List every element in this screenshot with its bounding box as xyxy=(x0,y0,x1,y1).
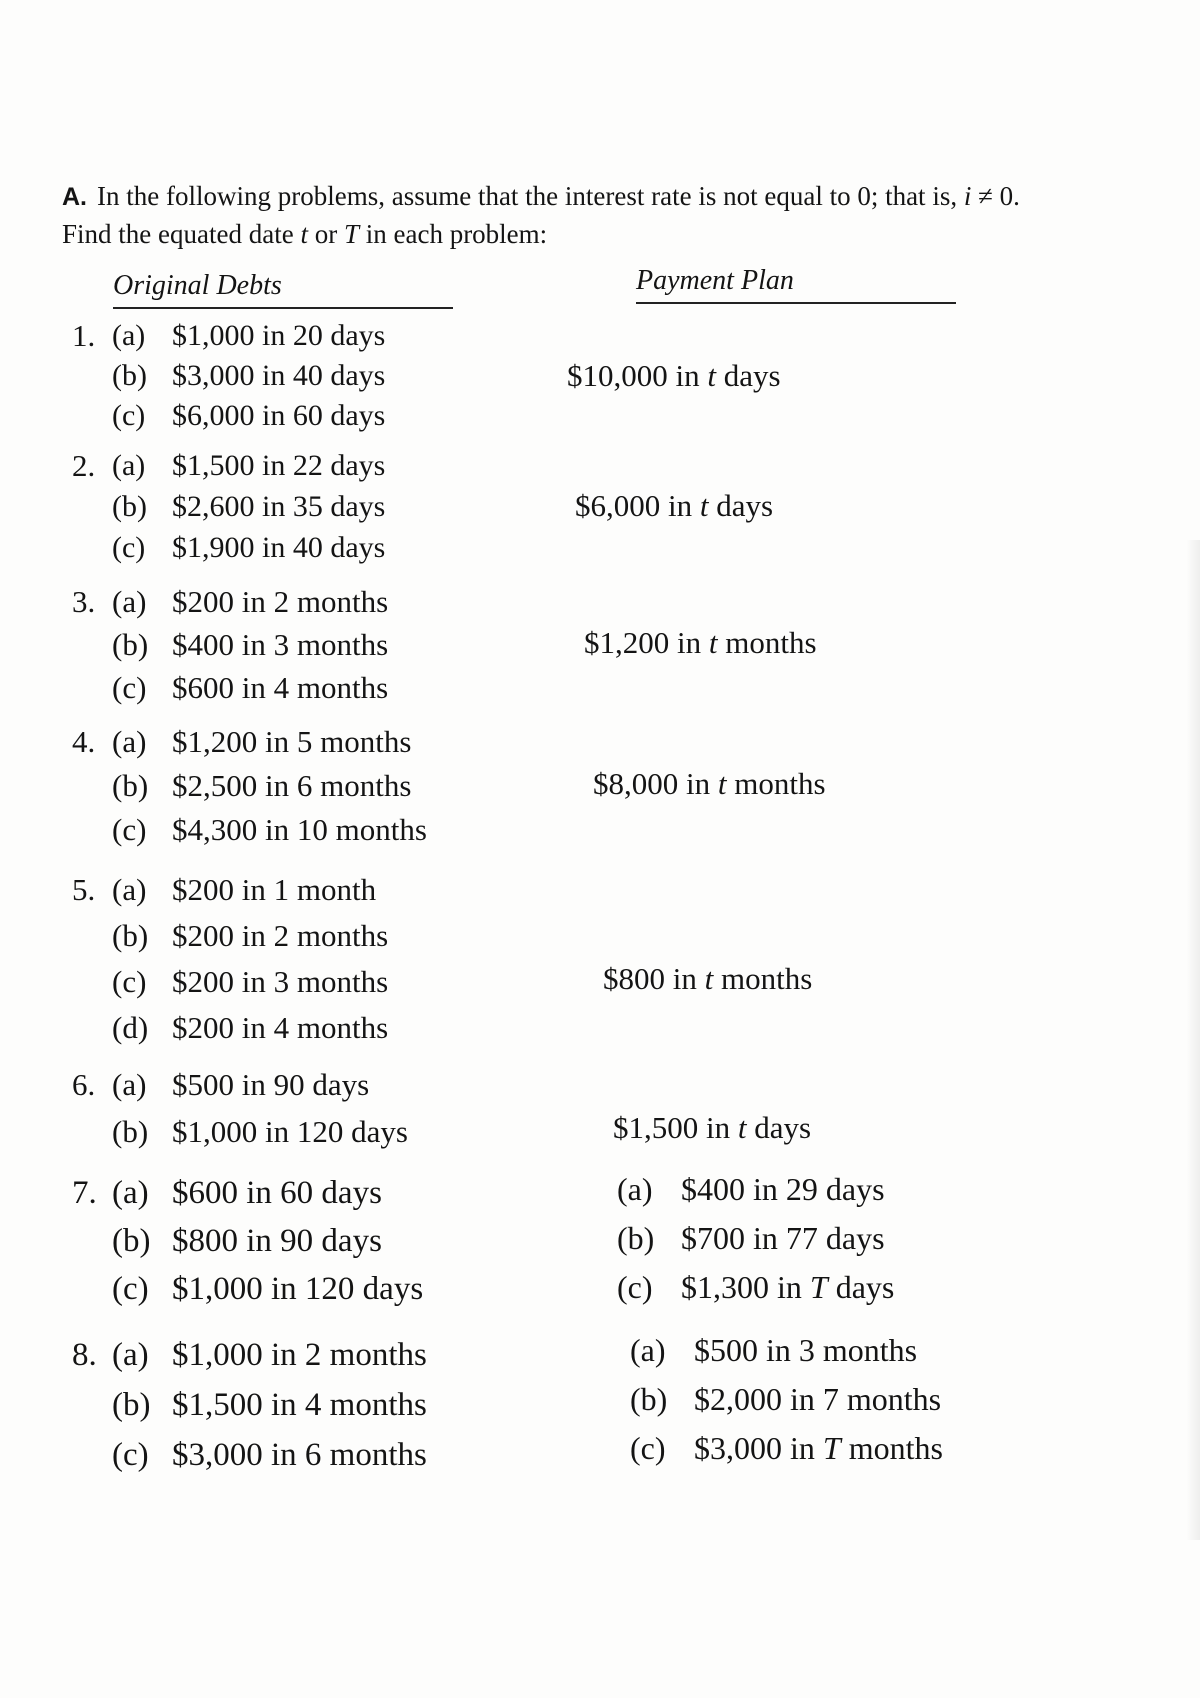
instruction-text-1: In the following problems, assume that the interest rate is not equal to 0; that is, xyxy=(97,181,964,211)
debt-item xyxy=(112,808,427,852)
instruction-text-2b: or xyxy=(307,219,344,249)
original-debts-list xyxy=(112,580,388,709)
debt-item-amount: $200 in 4 months xyxy=(172,1010,389,1045)
payment-plan-item-label: (a) xyxy=(617,1171,653,1207)
payment-plan xyxy=(584,623,817,663)
problem-number: 6. xyxy=(72,1067,96,1102)
payment-plan-item-unit: months xyxy=(840,1430,943,1466)
debt-item-label: (b) xyxy=(112,490,147,523)
debt-item-label: (d) xyxy=(112,1010,149,1045)
instruction-line-2 xyxy=(62,216,1192,253)
debt-item-amount: $800 in 90 days xyxy=(172,1223,382,1259)
debt-item xyxy=(112,486,385,527)
debt-item xyxy=(112,1169,423,1217)
debt-item-amount: $1,000 in 120 days xyxy=(172,1114,408,1149)
payment-plan-item-variable: T xyxy=(809,1269,828,1305)
debt-item-amount: $3,000 in 6 months xyxy=(172,1437,427,1473)
debt-item-label: (b) xyxy=(112,627,149,662)
debt-item xyxy=(112,580,388,623)
debt-item-label: (b) xyxy=(112,1114,149,1149)
equated-date-variable-t: t xyxy=(300,219,308,249)
payment-plan-item-amount: $2,000 in 7 months xyxy=(694,1381,942,1417)
payment-plan-variable: t xyxy=(704,961,714,996)
debt-item-amount: $200 in 2 months xyxy=(172,918,389,953)
debt-item xyxy=(112,959,388,1005)
payment-plan-item-label: (a) xyxy=(630,1332,666,1368)
debt-item-amount: $6,000 in 60 days xyxy=(172,399,386,432)
debt-item-amount: $1,000 in 120 days xyxy=(172,1271,424,1307)
debt-item-amount: $1,500 in 22 days xyxy=(172,449,386,482)
original-debts-list xyxy=(112,445,385,568)
problem-number: 1. xyxy=(72,318,96,353)
debt-item-label: (b) xyxy=(112,359,147,392)
payment-plan-item-amount: $400 in 29 days xyxy=(681,1171,885,1207)
payment-plan-unit: days xyxy=(716,358,781,393)
payment-plan-item-label: (c) xyxy=(630,1430,666,1466)
debt-item xyxy=(112,316,385,356)
payment-plan-unit: months xyxy=(713,961,813,996)
instruction-text-2a: Find the equated date xyxy=(62,219,301,249)
debt-item xyxy=(112,720,427,764)
debt-item xyxy=(112,867,388,913)
original-debts-list xyxy=(112,1330,427,1480)
debt-item xyxy=(112,623,388,666)
payment-plan-item-label: (b) xyxy=(617,1220,655,1256)
payment-plan-unit: months xyxy=(717,625,817,660)
payment-plan-amount: $800 in xyxy=(603,961,705,996)
payment-plan-item-amount: $700 in 77 days xyxy=(681,1220,885,1256)
payment-plan-amount: $6,000 in xyxy=(575,488,700,523)
debt-item xyxy=(112,764,427,808)
debt-item-label: (b) xyxy=(112,918,149,953)
payment-plan-item xyxy=(617,1165,894,1214)
debt-item-amount: $600 in 4 months xyxy=(172,670,389,705)
debt-item-label: (a) xyxy=(112,584,147,619)
instruction-text-1-end: ≠ 0. xyxy=(971,181,1020,211)
problem-number: 5. xyxy=(72,872,96,907)
debt-item-label: (b) xyxy=(112,1223,151,1259)
payment-plan-amount: $8,000 in xyxy=(593,766,718,801)
debt-item-label: (c) xyxy=(112,670,147,705)
payment-plan-item xyxy=(617,1263,894,1312)
debt-item-amount: $3,000 in 40 days xyxy=(172,359,386,392)
payment-plan xyxy=(613,1108,811,1148)
original-debts-list xyxy=(112,720,427,852)
debt-item-amount: $2,500 in 6 months xyxy=(172,768,412,803)
debt-item-amount: $2,600 in 35 days xyxy=(172,490,386,523)
debt-item xyxy=(112,1061,408,1108)
payment-plan-list xyxy=(617,1165,894,1312)
interest-rate-variable: i xyxy=(963,181,972,211)
debt-item-label: (a) xyxy=(112,319,146,352)
debt-item-label: (c) xyxy=(112,964,147,999)
debt-item-label: (a) xyxy=(112,1067,147,1102)
payment-plan-amount: $1,200 in xyxy=(584,625,709,660)
payment-plan-item xyxy=(630,1375,943,1424)
debt-item-amount: $400 in 3 months xyxy=(172,627,389,662)
debt-item-label: (b) xyxy=(112,1387,151,1423)
debt-item-label: (c) xyxy=(112,531,146,564)
debt-item-amount: $200 in 1 month xyxy=(172,872,377,907)
debt-item-amount: $1,000 in 20 days xyxy=(172,319,386,352)
payment-plan-list xyxy=(630,1326,943,1473)
debt-item-amount: $1,000 in 2 months xyxy=(172,1337,427,1373)
payment-plan-unit: months xyxy=(726,766,826,801)
payment-plan xyxy=(575,486,773,526)
debt-item xyxy=(112,1217,423,1265)
payment-plan-item-amount: $3,000 in xyxy=(694,1430,823,1466)
payment-plan-item-label: (c) xyxy=(617,1269,653,1305)
debt-item-amount: $200 in 3 months xyxy=(172,964,389,999)
debt-item xyxy=(112,1430,427,1480)
debt-item xyxy=(112,527,385,568)
payment-plan-variable: t xyxy=(708,625,718,660)
payment-plan-variable: t xyxy=(707,358,716,393)
debt-item-amount: $500 in 90 days xyxy=(172,1067,370,1102)
payment-plan-item xyxy=(617,1214,894,1263)
debt-item-label: (c) xyxy=(112,1271,149,1307)
debt-item-label: (b) xyxy=(112,768,149,803)
problem-number: 3. xyxy=(72,584,96,619)
debt-item-amount: $1,900 in 40 days xyxy=(172,531,386,564)
debt-item-amount: $1,500 in 4 months xyxy=(172,1387,427,1423)
debt-item xyxy=(112,1330,427,1380)
debt-item-label: (c) xyxy=(112,1437,149,1473)
payment-plan-unit: days xyxy=(746,1110,812,1145)
debt-item xyxy=(112,396,385,436)
original-debts-list xyxy=(112,316,385,436)
debt-item-label: (a) xyxy=(112,872,147,907)
original-debts-list xyxy=(112,867,388,1051)
debt-item-label: (a) xyxy=(112,449,146,482)
debt-item-label: (c) xyxy=(112,812,147,847)
payment-plan-variable: t xyxy=(717,766,727,801)
payment-plan-item-unit: days xyxy=(827,1269,895,1305)
problem-set-instructions xyxy=(62,178,1192,253)
debt-item xyxy=(112,1265,423,1313)
debt-item xyxy=(112,356,385,396)
debt-item-amount: $600 in 60 days xyxy=(172,1175,382,1211)
debt-item-amount: $1,200 in 5 months xyxy=(172,724,412,759)
debt-item xyxy=(112,666,388,709)
column-header-original-debts: Original Debts xyxy=(113,269,453,309)
payment-plan xyxy=(567,356,781,396)
debt-item-label: (a) xyxy=(112,1337,149,1373)
instruction-line-1 xyxy=(62,178,1192,216)
column-header-payment-plan: Payment Plan xyxy=(636,264,956,304)
problem-number: 8. xyxy=(72,1337,97,1373)
instruction-text-2c: in each problem: xyxy=(358,219,548,249)
payment-plan-item xyxy=(630,1326,943,1375)
problem-number: 2. xyxy=(72,448,96,483)
problem-number: 7. xyxy=(72,1175,97,1211)
payment-plan-item-variable: T xyxy=(822,1430,841,1466)
page-edge-shadow xyxy=(1186,540,1200,1540)
debt-item-amount: $4,300 in 10 months xyxy=(172,812,427,847)
original-debts-list xyxy=(112,1169,423,1313)
equated-date-variable-T: T xyxy=(343,219,359,249)
section-letter: A. xyxy=(62,183,87,211)
debt-item xyxy=(112,913,388,959)
debt-item-amount: $200 in 2 months xyxy=(172,584,389,619)
debt-item-label: (a) xyxy=(112,724,147,759)
original-debts-list xyxy=(112,1061,408,1155)
payment-plan xyxy=(593,764,826,804)
payment-plan xyxy=(603,959,812,999)
payment-plan-unit: days xyxy=(708,488,774,523)
debt-item xyxy=(112,445,385,486)
debt-item xyxy=(112,1005,388,1051)
payment-plan-item-amount: $500 in 3 months xyxy=(694,1332,918,1368)
payment-plan-item-amount: $1,300 in xyxy=(681,1269,810,1305)
debt-item xyxy=(112,1380,427,1430)
problem-number: 4. xyxy=(72,724,96,759)
payment-plan-item xyxy=(630,1424,943,1473)
payment-plan-amount: $10,000 in xyxy=(567,358,708,393)
debt-item xyxy=(112,1108,408,1155)
debt-item-label: (a) xyxy=(112,1175,149,1211)
payment-plan-variable: t xyxy=(699,488,709,523)
payment-plan-item-label: (b) xyxy=(630,1381,668,1417)
debt-item-label: (c) xyxy=(112,399,146,432)
payment-plan-amount: $1,500 in xyxy=(613,1110,738,1145)
payment-plan-variable: t xyxy=(737,1110,747,1145)
